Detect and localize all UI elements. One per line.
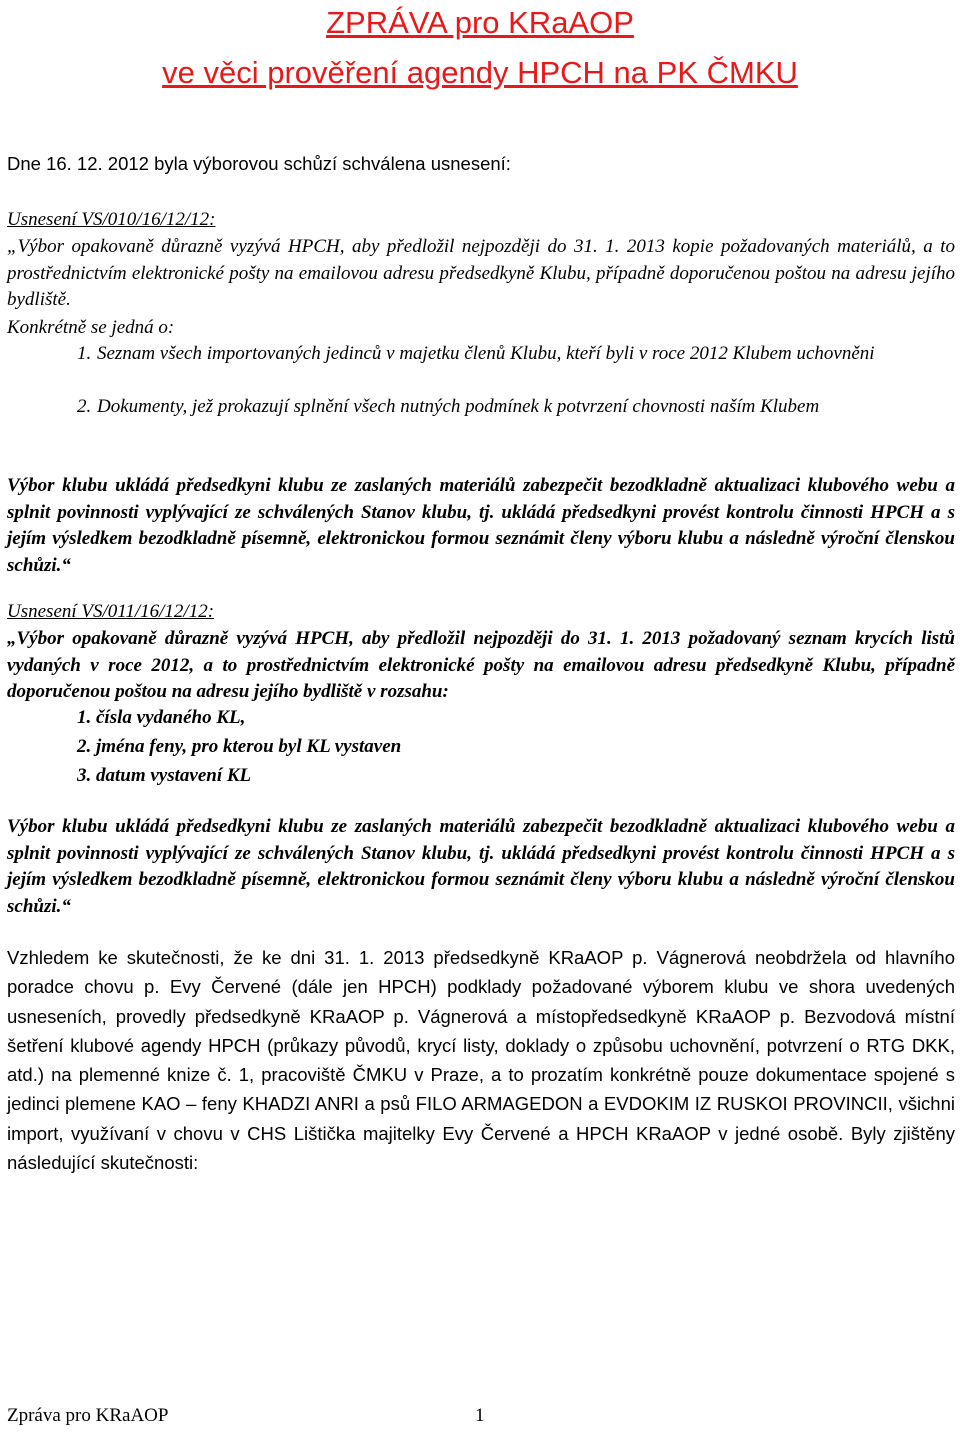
resolution-2-item-3: 3. datum vystavení KL <box>77 765 252 786</box>
resolution-1-text: „Výbor opakovaně důrazně vyzývá HPCH, aby předložil nejpozději do 31. 1. 2013 kopie požadovaných materiálů, a to prostřednictvím elektronické pošty na emailovou adresu předsedkyně Klubu, případně doporučenou poštou na adresu jejího bydliště. <box>7 236 955 310</box>
resolution-1-heading: Usnesení VS/010/16/12/12: <box>7 209 216 230</box>
resolution-2-item-1: 1. čísla vydaného KL, <box>77 707 246 728</box>
footer-page-number: 1 <box>475 1405 485 1426</box>
resolution-1-item-1 <box>77 341 955 368</box>
list-item-text: Seznam všech importovaných jedinců v majetku členů Klubu, kteří byli v roce 2012 Klubem uchovněni <box>97 343 875 364</box>
resolution-1-specifically: Konkrétně se jedná o: <box>7 317 175 338</box>
resolution-1-closing: Výbor klubu ukládá předsedkyni klubu ze zaslaných materiálů zabezpečit bezodkladně aktualizaci klubového webu a splnit povinnosti vyplývající ze schválených Stanov klubu, tj. ukládá předsedkyni provést kontrolu činnosti HPCH a s jejím výsledkem bezodkladně písemně, elektronickou formou seznámit členy výboru klubu a následně výroční členskou schůzi.“ <box>7 475 955 576</box>
footer-label: Zpráva pro KRaAOP <box>7 1405 169 1426</box>
list-item-number: 2. <box>77 396 92 417</box>
document-title: ZPRÁVA pro KRaAOP <box>326 5 634 40</box>
conclusion-paragraph: Vzhledem ke skutečnosti, že ke dni 31. 1. 2013 předsedkyně KRaAOP p. Vágnerová neobdržela od hlavního poradce chovu p. Evy Červené (dále jen HPCH) podklady požadované výborem klubu ve shora uvedených usneseních, provedly předsedkyně KRaAOP p. Vágnerová a místopředsedkyně KRaAOP p. Bezvodová místní šetření klubové agendy HPCH (průkazy původů, krycí listy, doklady o způsobu uchovnění, potvrzení o RTG DKK, atd.) na plemenné knize č. 1, pracoviště ČMKU v Praze, a to prozatím konkrétně pouze dokumentace spojené s jedinci plemene KAO – feny KHADZI ANRI a psů FILO ARMAGEDON a EVDOKIM IZ RUSKOI PROVINCII, všichni import, využívaní v chovu v CHS Lištička majitelky Evy Červené a HPCH KRaAOP v jedné osobě. Byly zjištěny následující skutečnosti: <box>7 947 955 1174</box>
resolution-2-item-2: 2. jména feny, pro kterou byl KL vystaven <box>77 736 402 757</box>
resolution-1-item-2 <box>77 394 955 421</box>
intro-paragraph: Dne 16. 12. 2012 byla výborovou schůzí schválena usnesení: <box>7 153 511 174</box>
list-item-number: 1. <box>77 343 92 364</box>
list-item-text: Dokumenty, jež prokazují splnění všech nutných podmínek k potvrzení chovnosti naším Klubem <box>97 396 820 417</box>
resolution-2-closing: Výbor klubu ukládá předsedkyni klubu ze zaslaných materiálů zabezpečit bezodkladně aktualizaci klubového webu a splnit povinnosti vyplývající ze schválených Stanov klubu, tj. ukládá předsedkyni provést kontrolu činnosti HPCH a s jejím výsledkem bezodkladně písemně, elektronickou formou seznámit členy výboru klubu a následně výroční členskou schůzi.“ <box>7 816 955 917</box>
resolution-2-heading: Usnesení VS/011/16/12/12: <box>7 601 215 622</box>
resolution-2-text: „Výbor opakovaně důrazně vyzývá HPCH, aby předložil nejpozději do 31. 1. 2013 požadovaný seznam krycích listů vydaných v roce 2012, a to prostřednictvím elektronické pošty na emailovou adresu předsedkyně Klubu, případně doporučenou poštou na adresu jejího bydliště v rozsahu: <box>7 628 955 702</box>
document-subtitle: ve věci prověření agendy HPCH na PK ČMKU <box>162 55 798 90</box>
